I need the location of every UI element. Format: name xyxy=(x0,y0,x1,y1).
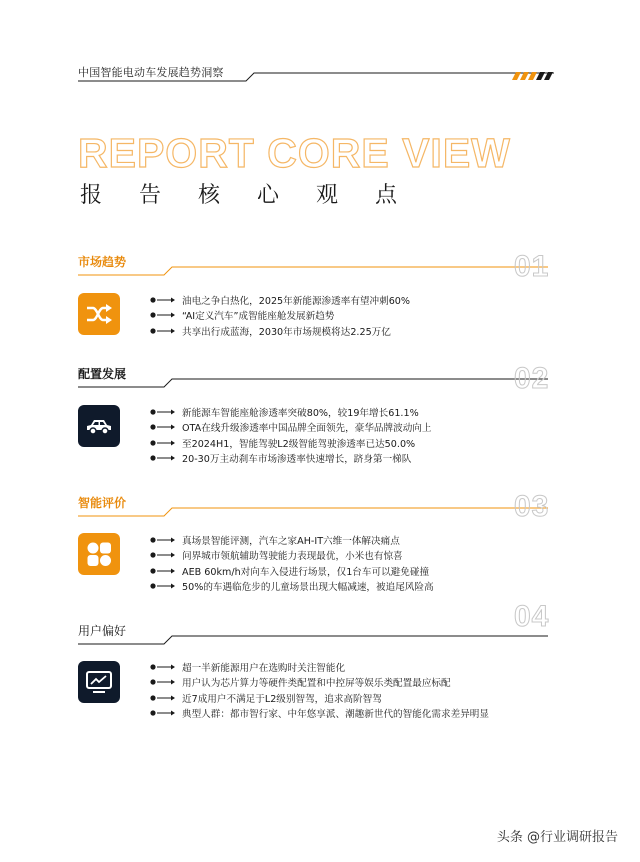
section-rule xyxy=(78,503,558,519)
list-item-text: 用户认为芯片算力等硬件类配置和中控屏等娱乐类配置最应标配 xyxy=(182,678,451,690)
list-item-text: 新能源车智能座舱渗透率突破80%，较19年增长61.1% xyxy=(182,407,419,419)
section-title-config: 配置发展 xyxy=(78,367,127,381)
list-item xyxy=(150,706,489,722)
core-title-zh: 报告核心观点 xyxy=(80,183,435,208)
section-number: 03 xyxy=(514,490,550,523)
list-item xyxy=(150,548,434,564)
footer-watermark: 头条 @行业调研报告 xyxy=(496,830,618,845)
list-item xyxy=(150,292,410,308)
list-item xyxy=(150,675,489,691)
bullet-arrow-icon xyxy=(150,408,176,416)
list-item-text: 50%的车遇临危步的儿童场景出现大幅减速，被追尾风险高 xyxy=(182,582,434,594)
list-item-text: 共享出行成蓝海，2030年市场规模将达2.25万亿 xyxy=(182,326,391,338)
section-rule xyxy=(78,262,558,278)
section-title-preference: 用户偏好 xyxy=(78,624,127,638)
section-number: 04 xyxy=(514,600,550,633)
bullet-arrow-icon xyxy=(150,694,176,702)
list-item xyxy=(150,323,410,339)
list-item xyxy=(150,404,431,420)
list-item-text: 近7成用户不满足于L2级别智驾，追求高阶智驾 xyxy=(182,693,382,705)
bullet-arrow-icon xyxy=(150,439,176,447)
car-icon xyxy=(78,405,120,447)
list-item xyxy=(150,420,431,436)
section-number: 01 xyxy=(514,250,550,283)
list-item xyxy=(150,435,431,451)
section-title-market: 市场趋势 xyxy=(78,255,127,269)
section-rule xyxy=(78,374,558,390)
list-item-text: 超一半新能源用户在选购时关注智能化 xyxy=(182,662,346,674)
list-item-text: 至2024H1，智能驾驶L2级智能驾驶渗透率已达50.0% xyxy=(182,438,416,450)
section-list xyxy=(150,404,431,466)
section-number: 02 xyxy=(514,362,550,395)
bullet-arrow-icon xyxy=(150,709,176,717)
header-stripes xyxy=(512,72,554,80)
bullet-arrow-icon xyxy=(150,454,176,462)
list-item-text: 真场景智能评测，汽车之家AH-IT六维一体解决痛点 xyxy=(182,535,400,547)
list-item xyxy=(150,659,489,675)
bullet-arrow-icon xyxy=(150,423,176,431)
list-item-text: AEB 60km/h对向车入侵进行场景，仅1台车可以避免碰撞 xyxy=(182,566,430,578)
list-item-text: 问界城市领航辅助驾驶能力表现最优，小米也有惊喜 xyxy=(182,551,403,563)
bullet-arrow-icon xyxy=(150,663,176,671)
bullet-arrow-icon xyxy=(150,536,176,544)
list-item xyxy=(150,308,410,324)
bullet-arrow-icon xyxy=(150,582,176,590)
list-item-text: 20-30万主动刹车市场渗透率快速增长，跻身第一梯队 xyxy=(182,454,412,466)
list-item xyxy=(150,563,434,579)
section-title-evaluation: 智能评价 xyxy=(78,496,127,510)
bullet-arrow-icon xyxy=(150,551,176,559)
list-item xyxy=(150,690,489,706)
bullet-arrow-icon xyxy=(150,327,176,335)
list-item-text: 油电之争白热化，2025年新能源渗透率有望冲刺60% xyxy=(182,295,411,307)
section-list xyxy=(150,532,434,594)
section-list xyxy=(150,292,410,339)
header-title: 中国智能电动车发展趋势洞察 xyxy=(78,66,224,79)
list-item-text: “AI定义汽车”成智能座舱发展新趋势 xyxy=(182,311,335,323)
monitor-chart-icon xyxy=(78,661,120,703)
bullet-arrow-icon xyxy=(150,296,176,304)
shuffle-icon xyxy=(78,293,120,335)
core-title-en: REPORT CORE VIEW xyxy=(78,130,511,176)
bullet-arrow-icon xyxy=(150,678,176,686)
header-rule xyxy=(78,64,558,84)
section-rule xyxy=(78,631,558,647)
list-item-text: OTA在线升级渗透率中国品牌全面领先，豪华品牌波动向上 xyxy=(182,423,432,435)
list-item-text: 典型人群：都市智行家、中年悠享派、潮趣新世代的智能化需求差异明显 xyxy=(182,709,489,721)
list-item xyxy=(150,532,434,548)
bullet-arrow-icon xyxy=(150,311,176,319)
section-list xyxy=(150,659,489,721)
bullet-arrow-icon xyxy=(150,567,176,575)
grid-apps-icon xyxy=(78,533,120,575)
list-item xyxy=(150,579,434,595)
list-item xyxy=(150,451,431,467)
